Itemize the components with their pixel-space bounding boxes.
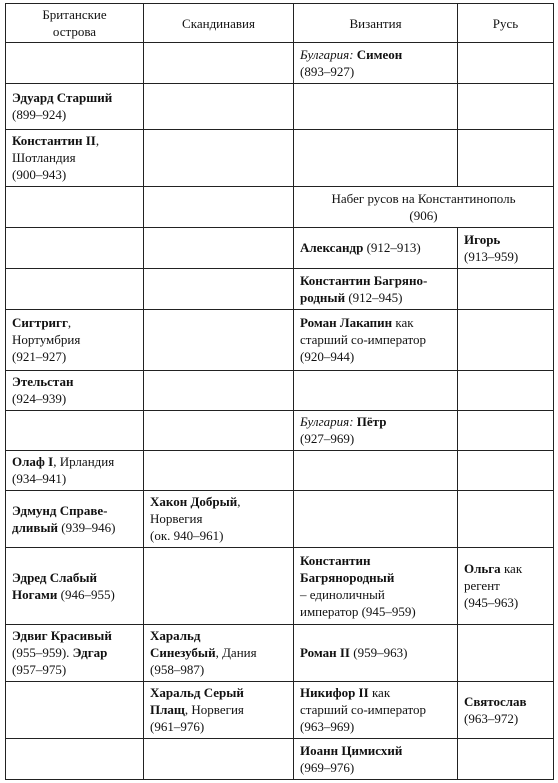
header-rus: Русь <box>458 4 554 43</box>
table-row <box>6 490 554 547</box>
cell-scandinavia <box>144 227 294 268</box>
table-row <box>6 371 554 411</box>
ruler-name: Эдмунд Справе- дливый <box>12 502 108 535</box>
cell-scandinavia <box>144 738 294 779</box>
cell-british-isles <box>6 43 144 84</box>
cell-rus <box>458 268 554 309</box>
cell-text: – единоличный император (945–959) <box>300 586 416 619</box>
table-row <box>6 547 554 624</box>
cell-scandinavia <box>144 268 294 309</box>
cell-text: (912–945) <box>345 289 403 305</box>
table-row <box>6 129 554 186</box>
cell-rus <box>458 43 554 84</box>
cell-scandinavia <box>144 187 294 228</box>
ruler-name: Этельстан <box>12 374 74 390</box>
table-row <box>6 309 554 370</box>
cell-byzantium <box>294 738 458 779</box>
ruler-name: Эдвиг Красивый <box>12 628 112 644</box>
ruler-name: Сигтригг <box>12 315 68 331</box>
cell-text: , Дания (958–987) <box>150 645 257 678</box>
cell-text: , Норвегия (ок. 940–961) <box>150 494 241 544</box>
cell-british-isles <box>6 371 144 411</box>
table-row <box>6 268 554 309</box>
ruler-name: Роман II <box>300 645 350 661</box>
cell-scandinavia <box>144 547 294 624</box>
state-label: Булгария: <box>300 46 354 62</box>
cell-british-isles <box>6 129 144 186</box>
cell-byzantium <box>294 268 458 309</box>
ruler-name: Иоанн Цимисхий <box>300 742 403 758</box>
ruler-name: Симеон <box>356 46 403 62</box>
cell-rus <box>458 681 554 738</box>
cell-byzantium <box>294 371 458 411</box>
cell-text: как старший со-император (963–969) <box>300 685 427 735</box>
cell-rus <box>458 129 554 186</box>
cell-british-isles <box>6 268 144 309</box>
cell-text: , Шотландия (900–943) <box>12 133 100 183</box>
header-byzantium: Византия <box>294 4 458 43</box>
ruler-name: Александр <box>300 240 364 256</box>
chronology-table <box>5 3 554 780</box>
cell-scandinavia <box>144 129 294 186</box>
ruler-name: Эдуард Старший <box>12 90 113 106</box>
cell-british-isles <box>6 410 144 450</box>
cell-rus <box>458 227 554 268</box>
state-label: Булгария: <box>300 414 354 430</box>
cell-scandinavia <box>144 450 294 490</box>
cell-byzantium <box>294 450 458 490</box>
ruler-name: Пётр <box>356 414 387 430</box>
cell-byzantium <box>294 624 458 681</box>
header-row <box>6 4 554 43</box>
table-row <box>6 187 554 228</box>
cell-byzantium <box>294 490 458 547</box>
ruler-name: Игорь <box>464 231 501 247</box>
table-row <box>6 83 554 129</box>
ruler-name: Никифор II <box>300 685 369 701</box>
cell-text: (893–927) <box>300 63 355 79</box>
cell-text: (969–976) <box>300 759 355 775</box>
cell-byzantium <box>294 309 458 370</box>
table-row <box>6 410 554 450</box>
cell-byzantium <box>294 410 458 450</box>
cell-text: (963–972) <box>464 710 519 726</box>
cell-byzantium <box>294 129 458 186</box>
table-row <box>6 624 554 681</box>
cell-rus <box>458 547 554 624</box>
cell-rus <box>458 450 554 490</box>
cell-text: (959–963) <box>350 645 408 661</box>
cell-text: , Норвегия (961–976) <box>150 702 244 735</box>
ruler-name: Хакон Добрый <box>150 494 238 510</box>
cell-rus <box>458 309 554 370</box>
cell-british-isles <box>6 547 144 624</box>
cell-text: (912–913) <box>363 240 421 256</box>
ruler-name: Святослав <box>464 693 527 709</box>
cell-rus <box>458 490 554 547</box>
cell-british-isles <box>6 681 144 738</box>
ruler-name: Константин Багрянородный <box>300 552 395 585</box>
table-row <box>6 681 554 738</box>
cell-british-isles <box>6 624 144 681</box>
ruler-name: Константин Багряно- родный <box>300 272 428 305</box>
cell-rus <box>458 371 554 411</box>
cell-british-isles <box>6 187 144 228</box>
cell-text: как старший со-император (920–944) <box>300 315 427 365</box>
cell-british-isles <box>6 450 144 490</box>
header-british-isles: Британские острова <box>6 4 144 43</box>
table-row <box>6 43 554 84</box>
ruler-name: Роман Лакапин <box>300 315 393 331</box>
cell-byzantium <box>294 187 554 228</box>
cell-text: (955–959). <box>12 645 73 661</box>
cell-scandinavia <box>144 490 294 547</box>
cell-text: , Ирландия (934–941) <box>12 454 115 487</box>
table-row <box>6 227 554 268</box>
cell-scandinavia <box>144 624 294 681</box>
cell-text: как регент (945–963) <box>464 561 523 611</box>
cell-byzantium <box>294 681 458 738</box>
cell-text: (927–969) <box>300 431 355 447</box>
cell-british-isles <box>6 83 144 129</box>
cell-rus <box>458 83 554 129</box>
cell-byzantium <box>294 547 458 624</box>
table-row <box>6 738 554 779</box>
cell-rus <box>458 410 554 450</box>
cell-text: (957–975) <box>12 662 67 678</box>
ruler-name: Харальд Синезубый <box>150 628 216 661</box>
cell-byzantium <box>294 43 458 84</box>
cell-scandinavia <box>144 309 294 370</box>
cell-rus <box>458 738 554 779</box>
table-body <box>6 43 554 780</box>
cell-text: (939–946) <box>58 519 116 535</box>
ruler-name: Эдред Слабый Ногами <box>12 569 98 602</box>
cell-scandinavia <box>144 83 294 129</box>
cell-text: (899–924) <box>12 107 67 123</box>
cell-byzantium <box>294 227 458 268</box>
ruler-name: Константин II <box>12 133 96 149</box>
table-row <box>6 450 554 490</box>
cell-british-isles <box>6 227 144 268</box>
ruler-name: Ольга <box>464 561 501 577</box>
table-head <box>6 4 554 43</box>
cell-scandinavia <box>144 43 294 84</box>
header-scandinavia: Скандинавия <box>144 4 294 43</box>
cell-text: (913–959) <box>464 248 519 264</box>
cell-scandinavia <box>144 410 294 450</box>
cell-text: Набег русов на Константинополь (906) <box>331 191 516 224</box>
cell-text: (924–939) <box>12 391 67 407</box>
cell-rus <box>458 624 554 681</box>
cell-british-isles <box>6 738 144 779</box>
cell-scandinavia <box>144 371 294 411</box>
ruler-name: Харальд Серый Плащ <box>150 685 244 718</box>
cell-scandinavia <box>144 681 294 738</box>
ruler-name: Олаф I <box>12 454 54 470</box>
ruler-name: Эдгар <box>72 645 108 661</box>
cell-british-isles <box>6 490 144 547</box>
cell-text: , Нортумбрия (921–927) <box>12 315 81 365</box>
cell-byzantium <box>294 83 458 129</box>
cell-text: (946–955) <box>57 586 115 602</box>
cell-british-isles <box>6 309 144 370</box>
